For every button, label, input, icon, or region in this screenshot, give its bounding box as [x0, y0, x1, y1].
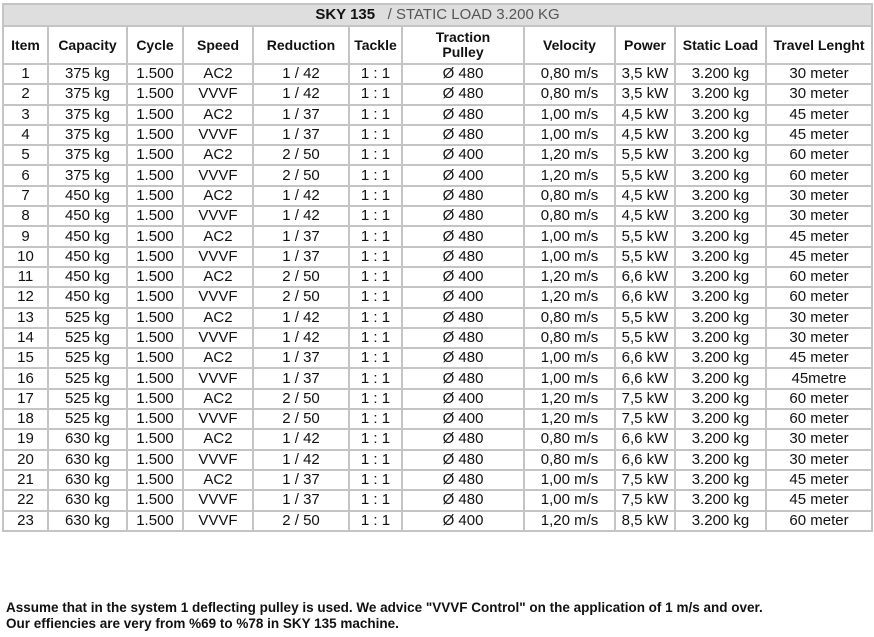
cell-cycle: 1.500 [127, 165, 183, 185]
table-row [3, 429, 872, 449]
cell-item: 15 [3, 348, 48, 368]
table-row [3, 450, 872, 470]
footnote-efficiency: Our effiencies are very from %69 to %78 in SKY 135 machine. [6, 616, 399, 631]
cell-velocity: 1,20 m/s [524, 145, 615, 165]
cell-power: 6,6 kW [615, 450, 675, 470]
cell-travel-length: 30 meter [766, 328, 872, 348]
cell-power: 7,5 kW [615, 389, 675, 409]
cell-travel-length: 60 meter [766, 287, 872, 307]
table-row [3, 389, 872, 409]
cell-item: 10 [3, 247, 48, 267]
column-header-power: Power [615, 26, 675, 64]
cell-speed: VVVF [183, 125, 253, 145]
cell-velocity: 1,00 m/s [524, 368, 615, 388]
cell-reduction: 2 / 50 [253, 267, 349, 287]
cell-speed: AC2 [183, 470, 253, 490]
cell-speed: AC2 [183, 389, 253, 409]
cell-cycle: 1.500 [127, 186, 183, 206]
cell-reduction: 1 / 37 [253, 125, 349, 145]
cell-reduction: 1 / 37 [253, 226, 349, 246]
cell-capacity: 525 kg [48, 328, 127, 348]
cell-item: 16 [3, 368, 48, 388]
table-row [3, 368, 872, 388]
cell-capacity: 525 kg [48, 348, 127, 368]
cell-reduction: 1 / 42 [253, 186, 349, 206]
cell-cycle: 1.500 [127, 409, 183, 429]
cell-reduction: 1 / 42 [253, 308, 349, 328]
cell-capacity: 375 kg [48, 165, 127, 185]
cell-static-load: 3.200 kg [675, 186, 766, 206]
spec-table-container [2, 3, 871, 532]
cell-velocity: 1,00 m/s [524, 348, 615, 368]
cell-speed: AC2 [183, 348, 253, 368]
cell-static-load: 3.200 kg [675, 287, 766, 307]
cell-speed: VVVF [183, 511, 253, 531]
column-header-cycle: Cycle [127, 26, 183, 64]
cell-static-load: 3.200 kg [675, 429, 766, 449]
column-header-reduction: Reduction [253, 26, 349, 64]
cell-capacity: 450 kg [48, 206, 127, 226]
cell-static-load: 3.200 kg [675, 84, 766, 104]
table-row [3, 226, 872, 246]
cell-power: 7,5 kW [615, 409, 675, 429]
cell-capacity: 450 kg [48, 267, 127, 287]
cell-power: 3,5 kW [615, 84, 675, 104]
cell-static-load: 3.200 kg [675, 105, 766, 125]
cell-power: 6,6 kW [615, 348, 675, 368]
cell-cycle: 1.500 [127, 105, 183, 125]
table-row [3, 84, 872, 104]
cell-travel-length: 30 meter [766, 206, 872, 226]
cell-traction-pulley: Ø 480 [402, 64, 524, 84]
cell-item: 14 [3, 328, 48, 348]
cell-cycle: 1.500 [127, 267, 183, 287]
cell-reduction: 1 / 42 [253, 450, 349, 470]
cell-travel-length: 45 meter [766, 247, 872, 267]
cell-traction-pulley: Ø 400 [402, 165, 524, 185]
cell-static-load: 3.200 kg [675, 470, 766, 490]
cell-item: 17 [3, 389, 48, 409]
cell-traction-pulley: Ø 480 [402, 125, 524, 145]
cell-traction-pulley: Ø 480 [402, 470, 524, 490]
cell-traction-pulley: Ø 480 [402, 206, 524, 226]
footnote-deflecting-pulley: Assume that in the system 1 deflecting pulley is used. We advice "VVVF Control" on the application of 1 m/s and over. [6, 600, 763, 615]
cell-tackle: 1 : 1 [349, 206, 402, 226]
cell-item: 8 [3, 206, 48, 226]
cell-cycle: 1.500 [127, 450, 183, 470]
table-row [3, 125, 872, 145]
cell-velocity: 1,20 m/s [524, 267, 615, 287]
cell-item: 5 [3, 145, 48, 165]
table-row [3, 287, 872, 307]
cell-velocity: 0,80 m/s [524, 450, 615, 470]
cell-reduction: 2 / 50 [253, 165, 349, 185]
cell-traction-pulley: Ø 480 [402, 308, 524, 328]
cell-travel-length: 60 meter [766, 409, 872, 429]
cell-capacity: 450 kg [48, 247, 127, 267]
cell-speed: AC2 [183, 186, 253, 206]
cell-item: 22 [3, 490, 48, 510]
cell-item: 13 [3, 308, 48, 328]
cell-static-load: 3.200 kg [675, 226, 766, 246]
table-row [3, 308, 872, 328]
table-row [3, 145, 872, 165]
cell-power: 5,5 kW [615, 145, 675, 165]
cell-velocity: 0,80 m/s [524, 328, 615, 348]
cell-travel-length: 30 meter [766, 64, 872, 84]
cell-traction-pulley: Ø 480 [402, 247, 524, 267]
cell-static-load: 3.200 kg [675, 267, 766, 287]
cell-item: 7 [3, 186, 48, 206]
cell-velocity: 0,80 m/s [524, 186, 615, 206]
cell-velocity: 1,00 m/s [524, 105, 615, 125]
cell-travel-length: 60 meter [766, 511, 872, 531]
cell-traction-pulley: Ø 480 [402, 429, 524, 449]
cell-cycle: 1.500 [127, 348, 183, 368]
cell-traction-pulley: Ø 480 [402, 84, 524, 104]
column-header-row [3, 26, 872, 64]
cell-power: 5,5 kW [615, 226, 675, 246]
table-title [3, 4, 872, 26]
cell-velocity: 1,20 m/s [524, 511, 615, 531]
cell-velocity: 0,80 m/s [524, 308, 615, 328]
cell-static-load: 3.200 kg [675, 125, 766, 145]
cell-travel-length: 45 meter [766, 470, 872, 490]
cell-tackle: 1 : 1 [349, 247, 402, 267]
cell-travel-length: 30 meter [766, 186, 872, 206]
cell-power: 3,5 kW [615, 64, 675, 84]
cell-power: 5,5 kW [615, 328, 675, 348]
cell-static-load: 3.200 kg [675, 165, 766, 185]
cell-capacity: 375 kg [48, 125, 127, 145]
cell-speed: VVVF [183, 328, 253, 348]
cell-speed: AC2 [183, 429, 253, 449]
cell-velocity: 1,00 m/s [524, 226, 615, 246]
cell-cycle: 1.500 [127, 470, 183, 490]
cell-item: 12 [3, 287, 48, 307]
cell-power: 5,5 kW [615, 165, 675, 185]
cell-power: 7,5 kW [615, 490, 675, 510]
cell-reduction: 2 / 50 [253, 287, 349, 307]
table-row [3, 490, 872, 510]
cell-speed: VVVF [183, 206, 253, 226]
cell-tackle: 1 : 1 [349, 287, 402, 307]
cell-speed: AC2 [183, 226, 253, 246]
cell-reduction: 2 / 50 [253, 145, 349, 165]
cell-capacity: 525 kg [48, 409, 127, 429]
column-header-static-load: Static Load [675, 26, 766, 64]
cell-tackle: 1 : 1 [349, 511, 402, 531]
cell-static-load: 3.200 kg [675, 206, 766, 226]
cell-velocity: 0,80 m/s [524, 84, 615, 104]
cell-travel-length: 60 meter [766, 267, 872, 287]
cell-reduction: 1 / 37 [253, 105, 349, 125]
cell-travel-length: 45 meter [766, 105, 872, 125]
cell-capacity: 375 kg [48, 145, 127, 165]
cell-tackle: 1 : 1 [349, 328, 402, 348]
cell-cycle: 1.500 [127, 328, 183, 348]
cell-cycle: 1.500 [127, 511, 183, 531]
cell-capacity: 375 kg [48, 64, 127, 84]
cell-travel-length: 60 meter [766, 165, 872, 185]
cell-power: 5,5 kW [615, 247, 675, 267]
cell-tackle: 1 : 1 [349, 186, 402, 206]
cell-travel-length: 30 meter [766, 84, 872, 104]
cell-tackle: 1 : 1 [349, 226, 402, 246]
cell-capacity: 525 kg [48, 308, 127, 328]
cell-item: 20 [3, 450, 48, 470]
cell-item: 3 [3, 105, 48, 125]
cell-speed: VVVF [183, 409, 253, 429]
cell-travel-length: 45 meter [766, 125, 872, 145]
cell-static-load: 3.200 kg [675, 348, 766, 368]
table-row [3, 348, 872, 368]
table-row [3, 328, 872, 348]
table-row [3, 105, 872, 125]
cell-reduction: 1 / 42 [253, 429, 349, 449]
cell-cycle: 1.500 [127, 429, 183, 449]
cell-capacity: 630 kg [48, 470, 127, 490]
cell-traction-pulley: Ø 480 [402, 186, 524, 206]
cell-travel-length: 45 meter [766, 490, 872, 510]
cell-reduction: 2 / 50 [253, 511, 349, 531]
cell-velocity: 1,20 m/s [524, 287, 615, 307]
cell-velocity: 0,80 m/s [524, 206, 615, 226]
cell-traction-pulley: Ø 480 [402, 105, 524, 125]
cell-item: 9 [3, 226, 48, 246]
cell-capacity: 450 kg [48, 226, 127, 246]
table-row [3, 409, 872, 429]
cell-speed: VVVF [183, 450, 253, 470]
cell-power: 8,5 kW [615, 511, 675, 531]
cell-speed: VVVF [183, 368, 253, 388]
cell-capacity: 375 kg [48, 105, 127, 125]
cell-item: 2 [3, 84, 48, 104]
column-header-travel-length: Travel Lenght [766, 26, 872, 64]
cell-cycle: 1.500 [127, 206, 183, 226]
table-row [3, 247, 872, 267]
cell-velocity: 1,00 m/s [524, 470, 615, 490]
cell-velocity: 1,00 m/s [524, 125, 615, 145]
table-row [3, 206, 872, 226]
table-row [3, 165, 872, 185]
column-header-tackle: Tackle [349, 26, 402, 64]
cell-power: 6,6 kW [615, 368, 675, 388]
cell-capacity: 375 kg [48, 84, 127, 104]
cell-item: 4 [3, 125, 48, 145]
table-row [3, 267, 872, 287]
cell-traction-pulley: Ø 400 [402, 389, 524, 409]
cell-traction-pulley: Ø 400 [402, 287, 524, 307]
cell-speed: VVVF [183, 247, 253, 267]
cell-tackle: 1 : 1 [349, 348, 402, 368]
cell-power: 5,5 kW [615, 308, 675, 328]
cell-traction-pulley: Ø 400 [402, 145, 524, 165]
table-row [3, 511, 872, 531]
model-name: SKY 135 [315, 6, 376, 23]
cell-capacity: 630 kg [48, 429, 127, 449]
cell-travel-length: 45 meter [766, 226, 872, 246]
cell-tackle: 1 : 1 [349, 267, 402, 287]
cell-traction-pulley: Ø 400 [402, 409, 524, 429]
cell-static-load: 3.200 kg [675, 368, 766, 388]
cell-item: 18 [3, 409, 48, 429]
cell-speed: VVVF [183, 287, 253, 307]
cell-reduction: 1 / 42 [253, 328, 349, 348]
cell-reduction: 1 / 37 [253, 368, 349, 388]
table-body [3, 64, 872, 531]
cell-tackle: 1 : 1 [349, 125, 402, 145]
cell-travel-length: 30 meter [766, 450, 872, 470]
cell-cycle: 1.500 [127, 84, 183, 104]
cell-speed: VVVF [183, 490, 253, 510]
cell-reduction: 1 / 37 [253, 348, 349, 368]
cell-velocity: 1,00 m/s [524, 247, 615, 267]
cell-speed: VVVF [183, 165, 253, 185]
cell-item: 19 [3, 429, 48, 449]
cell-static-load: 3.200 kg [675, 145, 766, 165]
cell-static-load: 3.200 kg [675, 328, 766, 348]
cell-capacity: 525 kg [48, 389, 127, 409]
column-header-velocity: Velocity [524, 26, 615, 64]
cell-velocity: 1,20 m/s [524, 165, 615, 185]
cell-tackle: 1 : 1 [349, 450, 402, 470]
cell-traction-pulley: Ø 480 [402, 490, 524, 510]
cell-speed: AC2 [183, 64, 253, 84]
cell-cycle: 1.500 [127, 247, 183, 267]
cell-cycle: 1.500 [127, 125, 183, 145]
column-header-capacity: Capacity [48, 26, 127, 64]
cell-traction-pulley: Ø 480 [402, 328, 524, 348]
cell-power: 6,6 kW [615, 267, 675, 287]
cell-traction-pulley: Ø 400 [402, 511, 524, 531]
cell-velocity: 0,80 m/s [524, 64, 615, 84]
cell-power: 6,6 kW [615, 429, 675, 449]
cell-power: 4,5 kW [615, 125, 675, 145]
cell-reduction: 1 / 37 [253, 470, 349, 490]
cell-power: 7,5 kW [615, 470, 675, 490]
cell-item: 6 [3, 165, 48, 185]
cell-velocity: 1,20 m/s [524, 389, 615, 409]
cell-tackle: 1 : 1 [349, 105, 402, 125]
cell-velocity: 0,80 m/s [524, 429, 615, 449]
cell-speed: AC2 [183, 145, 253, 165]
cell-tackle: 1 : 1 [349, 145, 402, 165]
cell-tackle: 1 : 1 [349, 429, 402, 449]
cell-speed: AC2 [183, 267, 253, 287]
column-header-speed: Speed [183, 26, 253, 64]
cell-static-load: 3.200 kg [675, 511, 766, 531]
cell-tackle: 1 : 1 [349, 470, 402, 490]
cell-traction-pulley: Ø 480 [402, 226, 524, 246]
cell-item: 1 [3, 64, 48, 84]
cell-tackle: 1 : 1 [349, 308, 402, 328]
cell-static-load: 3.200 kg [675, 64, 766, 84]
cell-static-load: 3.200 kg [675, 450, 766, 470]
column-header-traction-pulley: Traction Pulley [402, 26, 524, 64]
cell-reduction: 1 / 42 [253, 84, 349, 104]
cell-travel-length: 60 meter [766, 145, 872, 165]
table-row [3, 64, 872, 84]
cell-power: 6,6 kW [615, 287, 675, 307]
table-title-row [3, 4, 872, 26]
cell-travel-length: 45 meter [766, 348, 872, 368]
cell-velocity: 1,20 m/s [524, 409, 615, 429]
cell-reduction: 2 / 50 [253, 389, 349, 409]
cell-cycle: 1.500 [127, 64, 183, 84]
cell-tackle: 1 : 1 [349, 64, 402, 84]
cell-reduction: 1 / 42 [253, 64, 349, 84]
static-load-subtitle: / STATIC LOAD 3.200 KG [387, 6, 560, 23]
table-row [3, 470, 872, 490]
footnotes [6, 600, 763, 632]
cell-cycle: 1.500 [127, 308, 183, 328]
cell-item: 11 [3, 267, 48, 287]
cell-static-load: 3.200 kg [675, 409, 766, 429]
cell-travel-length: 30 meter [766, 308, 872, 328]
cell-static-load: 3.200 kg [675, 490, 766, 510]
cell-speed: VVVF [183, 84, 253, 104]
cell-tackle: 1 : 1 [349, 368, 402, 388]
cell-capacity: 450 kg [48, 186, 127, 206]
cell-traction-pulley: Ø 400 [402, 267, 524, 287]
cell-tackle: 1 : 1 [349, 165, 402, 185]
cell-reduction: 1 / 37 [253, 247, 349, 267]
cell-cycle: 1.500 [127, 368, 183, 388]
cell-traction-pulley: Ø 480 [402, 348, 524, 368]
cell-static-load: 3.200 kg [675, 247, 766, 267]
cell-reduction: 2 / 50 [253, 409, 349, 429]
cell-cycle: 1.500 [127, 287, 183, 307]
cell-capacity: 630 kg [48, 490, 127, 510]
cell-traction-pulley: Ø 480 [402, 450, 524, 470]
cell-item: 23 [3, 511, 48, 531]
cell-cycle: 1.500 [127, 226, 183, 246]
spec-table [2, 3, 873, 532]
cell-item: 21 [3, 470, 48, 490]
cell-travel-length: 45metre [766, 368, 872, 388]
cell-reduction: 1 / 42 [253, 206, 349, 226]
cell-power: 4,5 kW [615, 206, 675, 226]
cell-reduction: 1 / 37 [253, 490, 349, 510]
cell-capacity: 630 kg [48, 511, 127, 531]
cell-cycle: 1.500 [127, 145, 183, 165]
cell-static-load: 3.200 kg [675, 308, 766, 328]
cell-cycle: 1.500 [127, 389, 183, 409]
cell-travel-length: 30 meter [766, 429, 872, 449]
cell-travel-length: 60 meter [766, 389, 872, 409]
cell-traction-pulley: Ø 480 [402, 368, 524, 388]
cell-static-load: 3.200 kg [675, 389, 766, 409]
cell-tackle: 1 : 1 [349, 389, 402, 409]
cell-tackle: 1 : 1 [349, 409, 402, 429]
cell-speed: AC2 [183, 105, 253, 125]
cell-velocity: 1,00 m/s [524, 490, 615, 510]
cell-tackle: 1 : 1 [349, 490, 402, 510]
cell-cycle: 1.500 [127, 490, 183, 510]
table-row [3, 186, 872, 206]
cell-capacity: 450 kg [48, 287, 127, 307]
cell-speed: AC2 [183, 308, 253, 328]
cell-power: 4,5 kW [615, 105, 675, 125]
cell-capacity: 525 kg [48, 368, 127, 388]
cell-power: 4,5 kW [615, 186, 675, 206]
cell-tackle: 1 : 1 [349, 84, 402, 104]
cell-capacity: 630 kg [48, 450, 127, 470]
column-header-item: Item [3, 26, 48, 64]
